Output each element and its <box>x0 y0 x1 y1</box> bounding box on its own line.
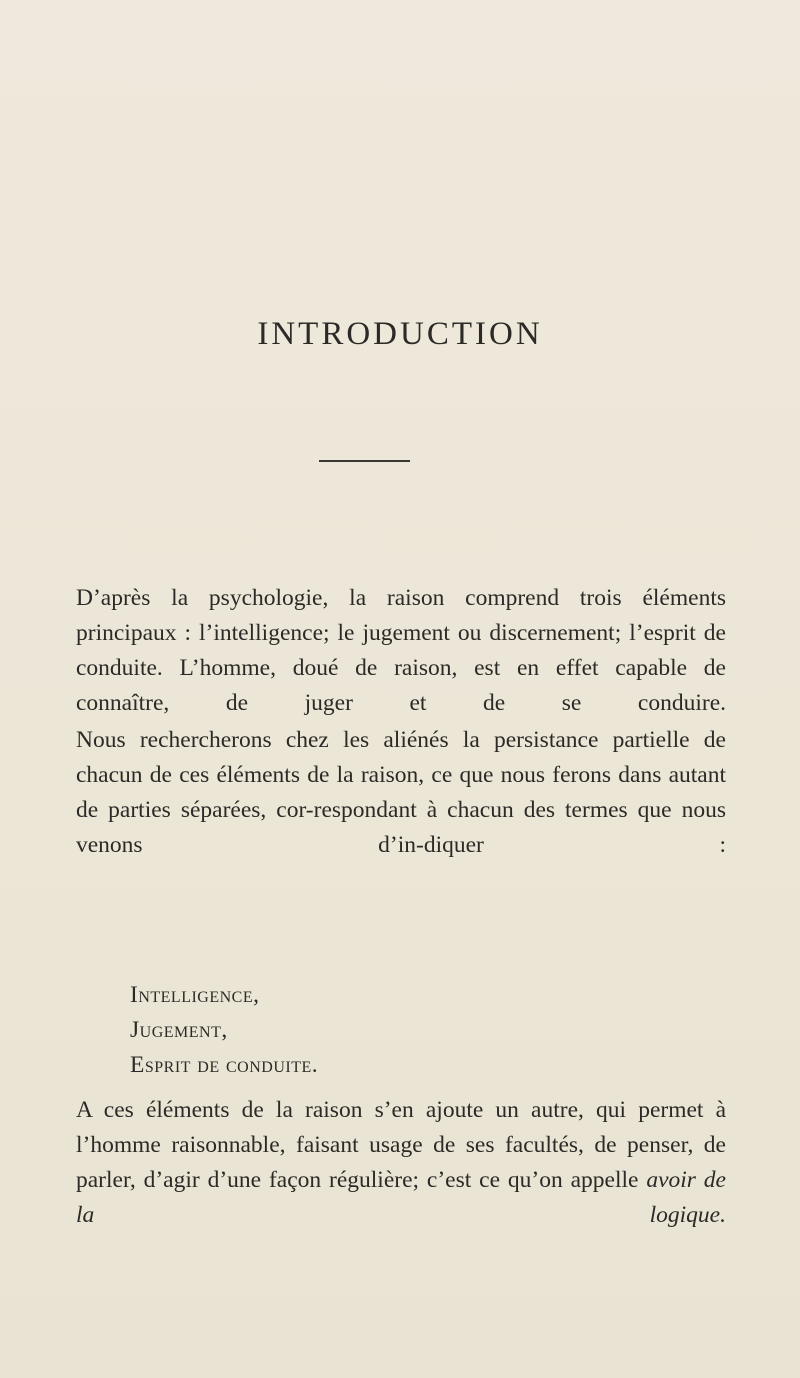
paragraph-2: Nous rechercherons chez les aliénés la persistance partielle de chacun de ces éléments de la raison, ce que nous ferons dans autant de parties séparées, cor-respondant à chacun des termes que nous venons d’in-diquer : <box>76 727 726 858</box>
list-item: Intelligence, <box>130 982 260 1008</box>
paragraph-3-text: A ces éléments de la raison s’en ajoute un autre, qui permet à l’homme raisonnable, faisant usage de ses facultés, de penser, de parler, d’agir d’une façon régulière; c’est ce qu’on appelle <box>76 1097 726 1193</box>
chapter-title: INTRODUCTION <box>257 316 543 352</box>
list-item: Esprit de conduite. <box>130 1052 319 1078</box>
list-item: Jugement, <box>130 1017 228 1043</box>
paragraph-3-emphasis: avoir de la logique. <box>76 1167 726 1228</box>
paragraph-3 <box>76 1093 726 1268</box>
title-divider <box>319 460 410 462</box>
elements-list <box>130 978 318 1083</box>
paragraph-1: D’après la psychologie, la raison comprend trois éléments principaux : l’intelligence; le jugement ou discernement; l’esprit de conduite. L’homme, doué de raison, est en effet capable de connaître, de juger et de se conduire. <box>76 585 726 716</box>
